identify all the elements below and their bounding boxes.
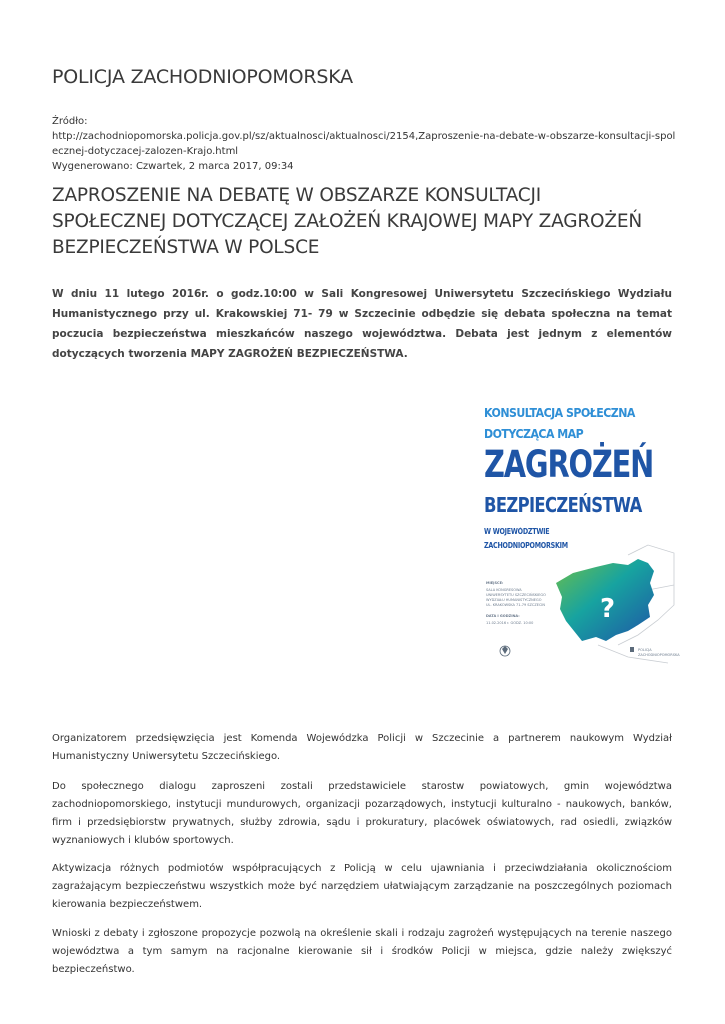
source-url[interactable]: http://zachodniopomorska.policja.gov.pl/sz/aktualnosci/aktualnosci/2154,Zaproszenie-na-debate-w-obszarze-konsultacji-spolecznej-dotyczacej-zalozen-Krajo.html	[52, 131, 676, 157]
site-title: POLICJA ZACHODNIOPOMORSKA	[52, 66, 353, 88]
poster-line-4: BEZPIECZEŃSTWA	[484, 493, 642, 517]
poster-line-6: ZACHODNIOPOMORSKIM	[484, 541, 568, 550]
poster-line-5: W WOJEWÓDZTWIE	[484, 527, 550, 536]
article-title: ZAPROSZENIE NA DEBATĘ W OBSZARZE KONSULTACJI SPOŁECZNEJ DOTYCZĄCEJ ZAŁOŻEŃ KRAJOWEJ MAPY ZAGROŻEŃ BEZPIECZEŃSTWA W POLSCE	[52, 185, 642, 258]
poster-footer-text: POLICJA ZACHODNIOPOMORSKA	[638, 648, 680, 657]
map-question-icon: ?	[600, 594, 616, 624]
generated-date: Wygenerowano: Czwartek, 2 marca 2017, 09:34	[52, 161, 294, 172]
article-paragraph-2: Do społecznego dialogu zaproszeni zostali przedstawiciele starostw powiatowych, gmin województwa zachodniopomorskiego, instytucji mundurowych, organizacji pozarządowych, instytucji kulturalno - naukowych, banków, firm i przedsiębiorstw prywatnych, służby zdrowia, sądu i prokuratury, placówek oświatowych, rad osiedli, związków wyznaniowych i klubów sportowych.	[52, 781, 672, 846]
article-paragraph-4: Wnioski z debaty i zgłoszone propozycje pozwolą na określenie skali i rodzaju zagrożeń występujących na terenie naszego województwa a tym samym na racjonalne kierowanie sił i środków Policji w miejsca, gdzie należy zwiększyć bezpieczeństwo.	[52, 928, 672, 975]
poster-date-text: 11.02.2016 r. GODZ. 10:00	[486, 621, 534, 625]
article-paragraph-1: Organizatorem przedsięwzięcia jest Komenda Wojewódzka Policji w Szczecinie a partnerem naukowym Wydział Humanistyczny Uniwersytetu Szczecińskiego.	[52, 733, 672, 762]
article-paragraph-3: Aktywizacja różnych podmiotów współpracujących z Policją w celu ujawniania i przeciwdziałania okolicznościom zagrażającym bezpieczeństwu wszystkich może być narzędziem ułatwiającym zarządzanie na poszczególnych poziomach kierowania bezpieczeństwem.	[52, 863, 672, 910]
article-lead: W dniu 11 lutego 2016r. o godz.10:00 w Sali Kongresowej Uniwersytetu Szczecińskiego Wydziału Humanistycznego przy ul. Krakowskiej 71- 79 w Szczecinie odbędzie się debata społeczna na temat poczucia bezpieczeństwa mieszkańców naszego województwa. Debata jest jednym z elementów dotyczących tworzenia MAPY ZAGROŻEŃ BEZPIECZEŃSTWA.	[52, 288, 672, 360]
event-poster-image	[478, 395, 680, 667]
poster-date-label: DATA I GODZINA:	[486, 614, 520, 618]
source-meta	[52, 114, 677, 174]
source-label: Źródło:	[52, 116, 88, 127]
poster-line-3: ZAGROŻEŃ	[484, 443, 654, 486]
poster-line-2: DOTYCZĄCA MAP	[484, 426, 584, 441]
poster-place-text: SALA KONGRESOWA UNIWERSYTETU SZCZECIŃSKIEGO WYDZIAŁU HUMANISTYCZNEGO UL. KRAKOWSKA 71-79 SZCZECIN	[486, 588, 546, 607]
poster-line-1: KONSULTACJA SPOŁECZNA	[484, 405, 635, 420]
poster-place-label: MIEJSCE:	[486, 581, 504, 585]
